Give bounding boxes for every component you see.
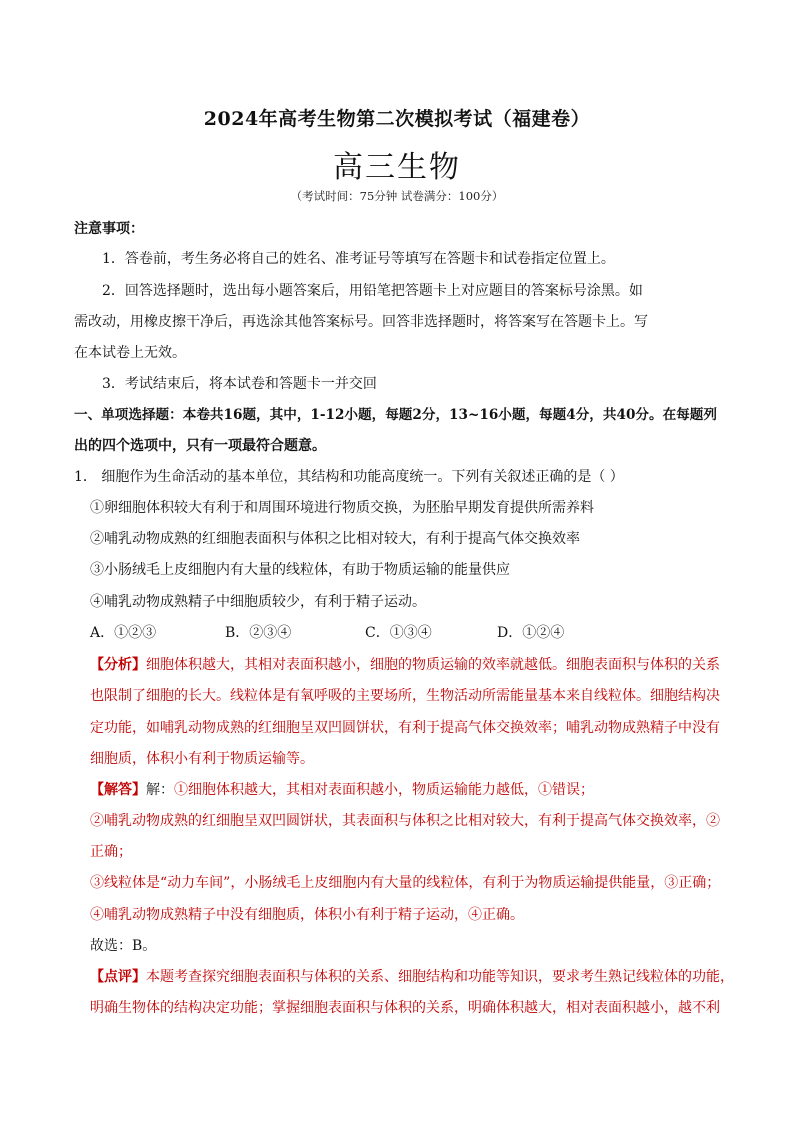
- answer-text-1: ①细胞体积越大，其相对表面积越小，物质运输能力越低，①错误；: [174, 782, 594, 798]
- answer-line-4: ③线粒体是“动力车间”，小肠绒毛上皮细胞内有大量的线粒体，有利于为物质运输提供能量，③正确；: [90, 875, 721, 891]
- section-heading-line2: 出的四个选项中，只有一项最符合题意。: [74, 438, 326, 454]
- answer-line-3: 正确；: [90, 844, 132, 860]
- answer-line-1: [90, 781, 594, 799]
- comment-text-1: 本题考查探究细胞表面积与体积的关系、细胞结构和功能等知识，要求考生熟记线粒体的功能，: [146, 969, 734, 985]
- option-d: D．①②④: [497, 625, 565, 641]
- analysis-line-2: 也限制了细胞的长大。线粒体是有氧呼吸的主要场所，生物活动所需能量基本来自线粒体。细胞结构决: [90, 688, 720, 704]
- comment-line-2: 明确生物体的结构决定功能；掌握细胞表面积与体积的关系，明确体积越大，相对表面积越小，越不利: [90, 1000, 720, 1016]
- option-b: B．②③④: [225, 625, 292, 641]
- notice-item-2a: 2．回答选择题时，选出每小题答案后，用铅笔把答题卡上对应题目的答案标号涂黑。如: [102, 283, 643, 299]
- question-1-statement-1: ①卵细胞体积较大有利于和周围环境进行物质交换，为胚胎早期发育提供所需养料: [90, 500, 594, 516]
- notice-item-1: 1．答卷前，考生务必将自己的姓名、准考证号等填写在答题卡和试卷指定位置上。: [102, 251, 615, 267]
- question-1-statement-2: ②哺乳动物成熟的红细胞表面积与体积之比相对较大，有利于提高气体交换效率: [90, 531, 580, 547]
- notice-heading: 注意事项：: [74, 221, 144, 237]
- analysis-line-3: 定功能，如哺乳动物成熟的红细胞呈双凹圆饼状，有利于提高气体交换效率；哺乳动物成熟精子中没有: [90, 720, 720, 736]
- option-c: C．①③④: [365, 625, 432, 641]
- option-a: A．①②③: [90, 625, 157, 641]
- notice-item-2c: 在本试卷上无效。: [74, 345, 186, 361]
- question-1-statement-4: ④哺乳动物成熟精子中细胞质较少，有利于精子运动。: [90, 594, 426, 610]
- answer-line-5: ④哺乳动物成熟精子中没有细胞质，体积小有利于精子运动，④正确。: [90, 907, 524, 923]
- answer-prefix: 解：: [146, 782, 174, 798]
- answer-tag: 【解答】: [90, 782, 146, 798]
- comment-line-1: [90, 968, 734, 986]
- answer-line-2: ②哺乳动物成熟的红细胞呈双凹圆饼状，其表面积与体积之比相对较大，有利于提高气体交换效率，②: [90, 813, 720, 829]
- question-1-statement-3: ③小肠绒毛上皮细胞内有大量的线粒体，有助于物质运输的能量供应: [90, 562, 510, 578]
- analysis-tag: 【分析】: [90, 657, 146, 673]
- exam-title: 2024年高考生物第二次模拟考试（福建卷）: [203, 108, 591, 130]
- analysis-line-1: [90, 656, 720, 674]
- notice-item-2b: 需改动，用橡皮擦干净后，再选涂其他答案标号。回答非选择题时，将答案写在答题卡上。写: [74, 314, 648, 330]
- exam-info: （考试时间：75分钟 试卷满分：100分）: [290, 189, 504, 203]
- notice-item-3: 3．考试结束后，将本试卷和答题卡一并交回: [102, 376, 377, 392]
- analysis-text-1: 细胞体积越大，其相对表面积越小，细胞的物质运输的效率就越低。细胞表面积与体积的关系: [146, 657, 720, 673]
- question-1-stem: 1． 细胞作为生命活动的基本单位，其结构和功能高度统一。下列有关叙述正确的是（ ）: [74, 469, 624, 485]
- subject-title: 高三生物: [333, 150, 461, 185]
- comment-tag: 【点评】: [90, 969, 146, 985]
- analysis-line-4: 细胞质，体积小有利于物质运输等。: [90, 751, 314, 767]
- section-heading-line1: 一、单项选择题：本卷共16题，其中，1-12小题，每题2分，13~16小题，每题4分，共40分。在每题列: [74, 407, 717, 423]
- answer-result: 故选：B。: [90, 938, 157, 954]
